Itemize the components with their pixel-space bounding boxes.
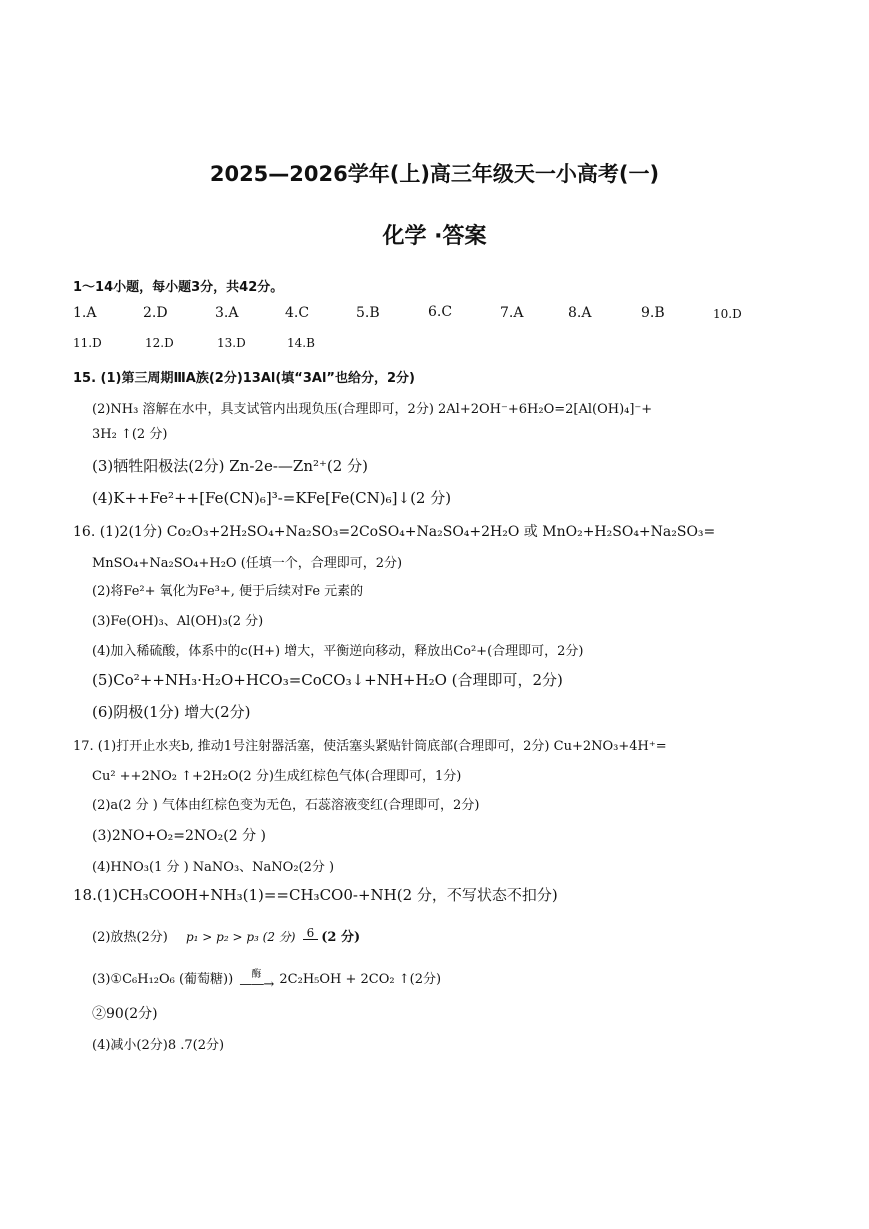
mc-answer: 14.B [287,336,315,350]
q16-line-6: (5)Co²++NH₃·H₂O+HCO₃=CoCO₃↓+NH+H₂O (合理即可，2分) [92,671,563,689]
q17-line-5: (4)HNO₃(1 分 ) NaNO₃、NaNO₂(2分 ) [92,860,335,875]
mc-answer: 11.D [73,336,102,350]
q16-line-1: 16. (1)2(1分) Co₂O₃+2H₂SO₄+Na₂SO₃=2CoSO₄+Na₂SO₄+2H₂O 或 MnO₂+H₂SO₄+Na₂SO₃= [73,524,716,540]
q16-line-3: (2)将Fe²+ 氧化为Fe³+, 便于后续对Fe 元素的 [92,584,364,599]
q15-line-2: (2)NH₃ 溶解在水中，具支试管内出现负压(合理即可，2分) 2Al+2OH⁻+6H₂O=2[Al(OH)₄]⁻+ [92,402,653,417]
q16-line-5: (4)加入稀硫酸，体系中的c(H+) 增大，平衡逆向移动，释放出Co²+(合理即可，2分) [92,644,584,659]
mc-answer: 7.A [500,305,524,321]
page-subtitle: 化学 ·答案 [382,224,487,249]
q18-fraction-score: (2 分) [321,930,361,945]
q17-line-2: Cu² ++2NO₂ ↑+2H₂O(2 分)生成红棕色气体(合理即可，1分) [92,769,462,784]
reaction-arrow-icon: 酶 ——→ [239,968,274,992]
q18-line-5: (4)减小(2分)8 .7(2分) [92,1038,225,1053]
q17-line-3: (2)a(2 分 ) 气体由红棕色变为无色，石蕊溶液变红(合理即可，2分) [92,798,480,813]
mc-answer: 8.A [568,305,592,321]
q18-fraction-numerator: 6 [303,927,319,940]
q18-line-2 [92,926,360,948]
mc-answer: 4.C [285,305,310,321]
q18-glucose: (3)①C₆H₁₂O₆ (葡萄糖)) [92,972,234,987]
arrow-label: 酶 [251,968,262,980]
mc-answer: 12.D [145,336,174,350]
mc-intro: 1～14小题，每小题3分，共42分。 [73,280,284,295]
mc-answer: 5.B [356,305,380,321]
q15-line-4: (3)牺牲阳极法(2分) Zn-2e-—Zn²⁺(2 分) [92,457,368,475]
q16-line-4: (3)Fe(OH)₃、Al(OH)₃(2 分) [92,614,264,629]
q15-line-5: (4)K++Fe²++[Fe(CN)₆]³-=KFe[Fe(CN)₆]↓(2 分) [92,489,452,507]
q15-line-1: 15. (1)第三周期ⅢA族(2分)13Al(填“3Al”也给分，2分) [73,371,415,386]
q16-line-7: (6)阴极(1分) 增大(2分) [92,703,251,721]
q18-fraction [303,927,319,948]
q18-line-1: 18.(1)CH₃COOH+NH₃(1)==CH₃CO0-+NH(2 分，不写状态不扣分) [73,886,558,904]
mc-answer: 2.D [143,305,168,321]
mc-answer: 9.B [641,305,665,321]
mc-answer: 6.C [428,304,453,320]
q17-line-4: (3)2NO+O₂=2NO₂(2 分 ) [92,828,266,844]
mc-answer: 13.D [217,336,246,350]
q18-products: 2C₂H₅OH + 2CO₂ ↑(2分) [279,972,442,987]
q17-line-1: 17. (1)打开止水夹b, 推动1号注射器活塞，使活塞头紧贴针筒底部(合理即可，2分) Cu+2NO₃+4H⁺= [73,739,667,754]
q18-line-4: ②90(2分) [92,1006,158,1022]
q15-line-3: 3H₂ ↑(2 分) [92,427,168,442]
mc-answer: 10.D [713,307,742,321]
page-title: 2025—2026学年(上)高三年级天一小高考(一) [209,162,660,186]
q16-line-2: MnSO₄+Na₂SO₄+H₂O (任填一个，合理即可，2分) [92,556,403,571]
mc-answer: 3.A [215,305,239,321]
q18-pressure-order: p₁ > p₂ > p₃ (2 分) [185,930,296,944]
q18-exothermic: (2)放热(2分) [92,930,168,945]
mc-answer: 1.A [73,305,97,321]
q18-line-3 [92,968,441,990]
